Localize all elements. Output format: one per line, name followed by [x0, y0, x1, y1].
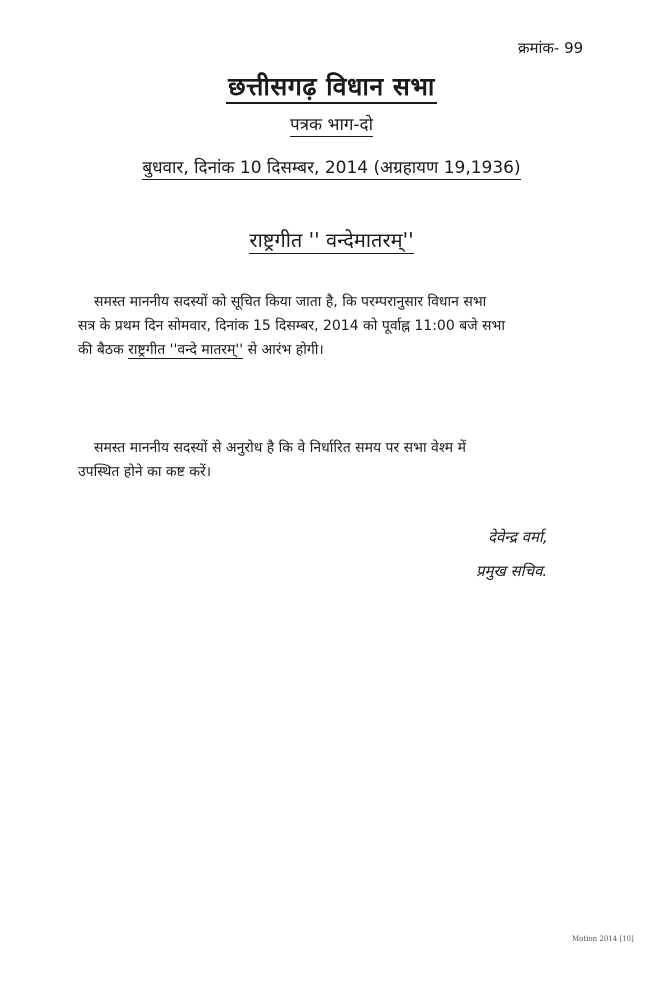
date-line [0, 155, 663, 178]
notice-paragraph-1 [78, 290, 618, 362]
paragraph-2-line-1: समस्त माननीय सदस्यों से अनुरोध है कि वे निर्धारित समय पर सभा वेश्म में [94, 440, 466, 456]
serial-number: क्रमांक- 99 [518, 39, 584, 57]
signatory-designation: प्रमुख सचिव. [476, 562, 548, 580]
paragraph-1-line-2: सत्र के प्रथम दिन सोमवार, दिनांक 15 दिसम्बर, 2014 को पूर्वाह्न 11:00 बजे सभा [78, 318, 505, 334]
bulletin-part-text: पत्रक भाग-दो [290, 115, 373, 135]
footer-code: Motion 2014 [10] [572, 935, 634, 943]
organization-title [0, 72, 663, 104]
paragraph-1-line-3-pre: की बैठक [78, 342, 124, 358]
anthem-highlight: राष्ट्रगीत ''वन्दे मातरम्'' [128, 342, 244, 358]
subject-heading [0, 226, 663, 253]
organization-title-text: छत्तीसगढ़ विधान सभा [226, 72, 437, 104]
paragraph-1-line-3 [78, 338, 618, 362]
paragraph-2-line-2: उपस्थित होने का कष्ट करें। [78, 464, 212, 480]
signature-block [476, 520, 548, 588]
paragraph-1-line-1: समस्त माननीय सदस्यों को सूचित किया जाता है, कि परम्परानुसार विधान सभा [94, 294, 487, 310]
date-line-text: बुधवार, दिनांक 10 दिसम्बर, 2014 (अग्रहायण 19,1936) [142, 158, 521, 178]
bulletin-part [0, 112, 663, 135]
subject-heading-text: राष्ट्रगीत '' वन्देमातरम्'' [249, 228, 414, 252]
signatory-name: देवेन्द्र वर्मा, [488, 528, 548, 546]
paragraph-1-line-3-post: से आरंभ होगी। [247, 342, 324, 358]
notice-paragraph-2 [78, 436, 618, 484]
